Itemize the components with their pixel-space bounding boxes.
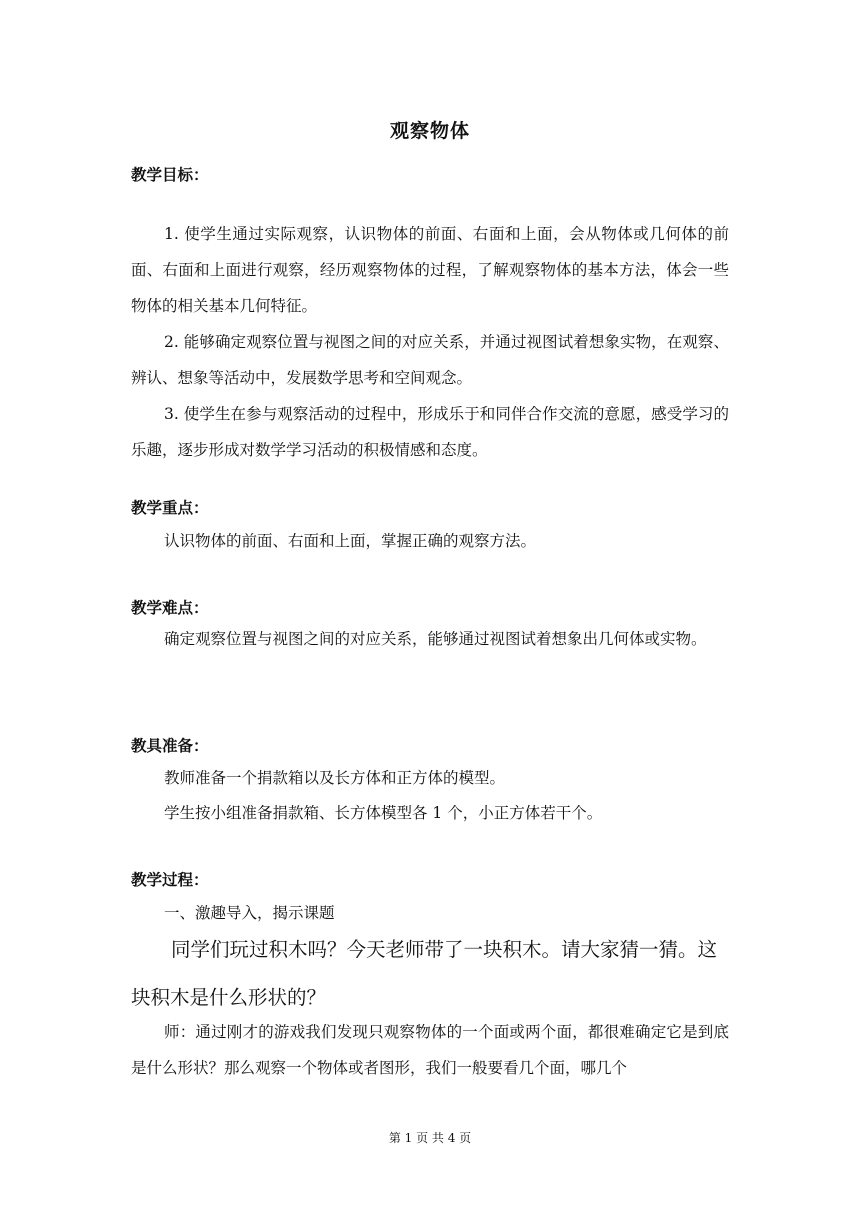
document-title: 观察物体 [389,120,470,142]
process-section-1: 一、激趣导入，揭示课题 [164,904,335,922]
objective-item-1: 1. 使学生通过实际观察，认识物体的前面、右面和上面，会从物体或几何体的前面、右面和上面进行观察，经历观察物体的过程，了解观察物体的基本方法，体会一些物体的相关基本几何特征。 [131,225,729,315]
preparation-heading: 教具准备： [131,736,209,755]
process-intro: 同学们玩过积木吗？今天老师带了一块积木。请大家猜一猜。这块积木是什么形状的？ [131,938,718,1009]
objectives-heading: 教学目标： [131,165,209,184]
process-teacher-text: 师：通过刚才的游戏我们发现只观察物体的一个面或两个面，都很难确定它是到底是什么形状？那么观察一个物体或者图形，我们一般要看几个面，哪几个 [131,1023,729,1077]
preparation-line-2: 学生按小组准备捐款箱、长方体模型各 1 个，小正方体若干个。 [164,804,603,822]
preparation-line-1: 教师准备一个捐款箱以及长方体和正方体的模型。 [164,769,506,787]
difficulties-text: 确定观察位置与视图之间的对应关系，能够通过视图试着想象出几何体或实物。 [164,630,707,648]
key-points-heading: 教学重点： [131,498,209,517]
objective-item-2: 2. 能够确定观察位置与视图之间的对应关系，并通过视图试着想象实物，在观察、辨认、想象等活动中，发展数学思考和空间观念。 [131,333,729,387]
key-points-text: 认识物体的前面、右面和上面，掌握正确的观察方法。 [164,532,537,550]
process-heading: 教学过程： [131,870,209,889]
objective-item-3: 3. 使学生在参与观察活动的过程中，形成乐于和同伴合作交流的意愿，感受学习的乐趣，逐步形成对数学学习活动的积极情感和态度。 [131,405,729,459]
difficulties-heading: 教学难点： [131,598,209,617]
page-footer: 第 1 页 共 4 页 [388,1131,472,1145]
